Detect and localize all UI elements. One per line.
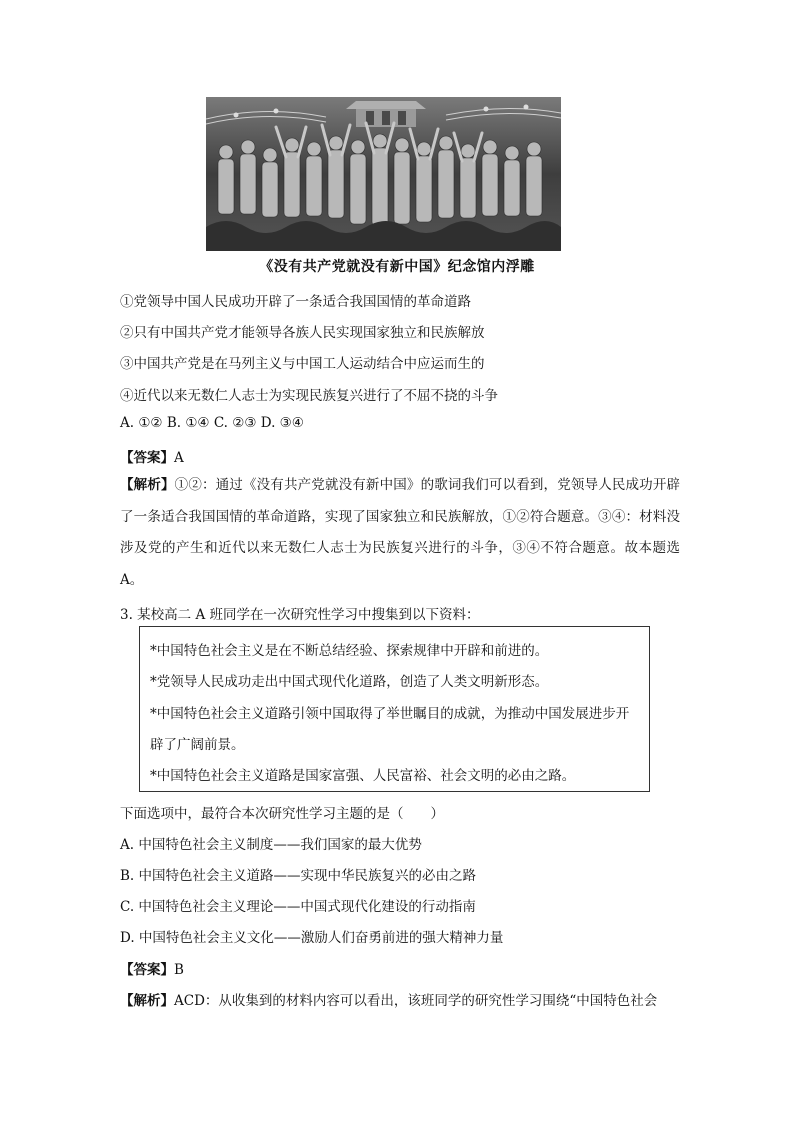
q3-analysis [120,989,657,1009]
q3-material-2: *党领导人民成功走出中国式现代化道路，创造了人类文明新形态。 [150,674,549,690]
q3-option-a: A. 中国特色社会主义制度——我们国家的最大优势 [120,837,422,853]
q2-option-1: ①党领导中国人民成功开辟了一条适合我国国情的革命道路 [120,294,471,310]
q3-question: 下面选项中，最符合本次研究性学习主题的是（ ） [120,806,444,822]
q2-answer-label: 【答案】 [120,450,174,466]
q2-option-2: ②只有中国共产党才能领导各族人民实现国家独立和民族解放 [120,325,485,341]
q3-answer-label: 【答案】 [120,962,174,978]
q3-material-box [139,626,650,792]
q3-material-3: *中国特色社会主义道路引领中国取得了举世瞩目的成就，为推动中国发展进步开 [150,706,630,722]
q3-material-1: *中国特色社会主义是在不断总结经验、探索规律中开辟和前进的。 [150,643,549,659]
q2-analysis-text: ①②：通过《没有共产党就没有新中国》的歌词我们可以看到，党领导人民成功开辟了一条适合我国国情的革命道路，实现了国家独立和民族解放，①②符合题意。③④：材料没涉及党的产生和近代以来无数仁人志士为民族复兴进行的斗争，③④不符合题意。故本题选 A。 [120,477,681,588]
q3-answer-value: B [174,962,184,978]
q2-analysis [120,470,680,596]
q3-material-4: *中国特色社会主义道路是国家富强、人民富裕、社会文明的必由之路。 [150,768,576,784]
q3-analysis-text: ACD：从收集到的材料内容可以看出，该班同学的研究性学习围绕“中国特色社会 [174,993,658,1009]
q2-answer [120,446,184,466]
figure-caption: 《没有共产党就没有新中国》纪念馆内浮雕 [259,259,535,275]
q2-analysis-label: 【解析】 [120,477,175,493]
relief-sculpture-image [206,97,561,251]
relief-sculpture-drawing [206,97,561,251]
q3-option-b: B. 中国特色社会主义道路——实现中华民族复兴的必由之路 [120,868,477,884]
q2-choices: A. ①② B. ①④ C. ②③ D. ③④ [120,415,304,431]
q2-answer-value: A [174,450,184,466]
q2-option-3: ③中国共产党是在马列主义与中国工人运动结合中应运而生的 [120,356,485,372]
q3-material-3-cont: 辟了广阔前景。 [150,737,245,753]
q3-stem: 3. 某校高二 A 班同学在一次研究性学习中搜集到以下资料： [120,607,480,623]
q2-option-4: ④近代以来无数仁人志士为实现民族复兴进行了不屈不挠的斗争 [120,388,498,404]
q3-analysis-label: 【解析】 [120,993,174,1009]
q3-answer [120,958,184,978]
q3-option-c: C. 中国特色社会主义理论——中国式现代化建设的行动指南 [120,899,476,915]
q3-option-d: D. 中国特色社会主义文化——激励人们奋勇前进的强大精神力量 [120,930,504,946]
